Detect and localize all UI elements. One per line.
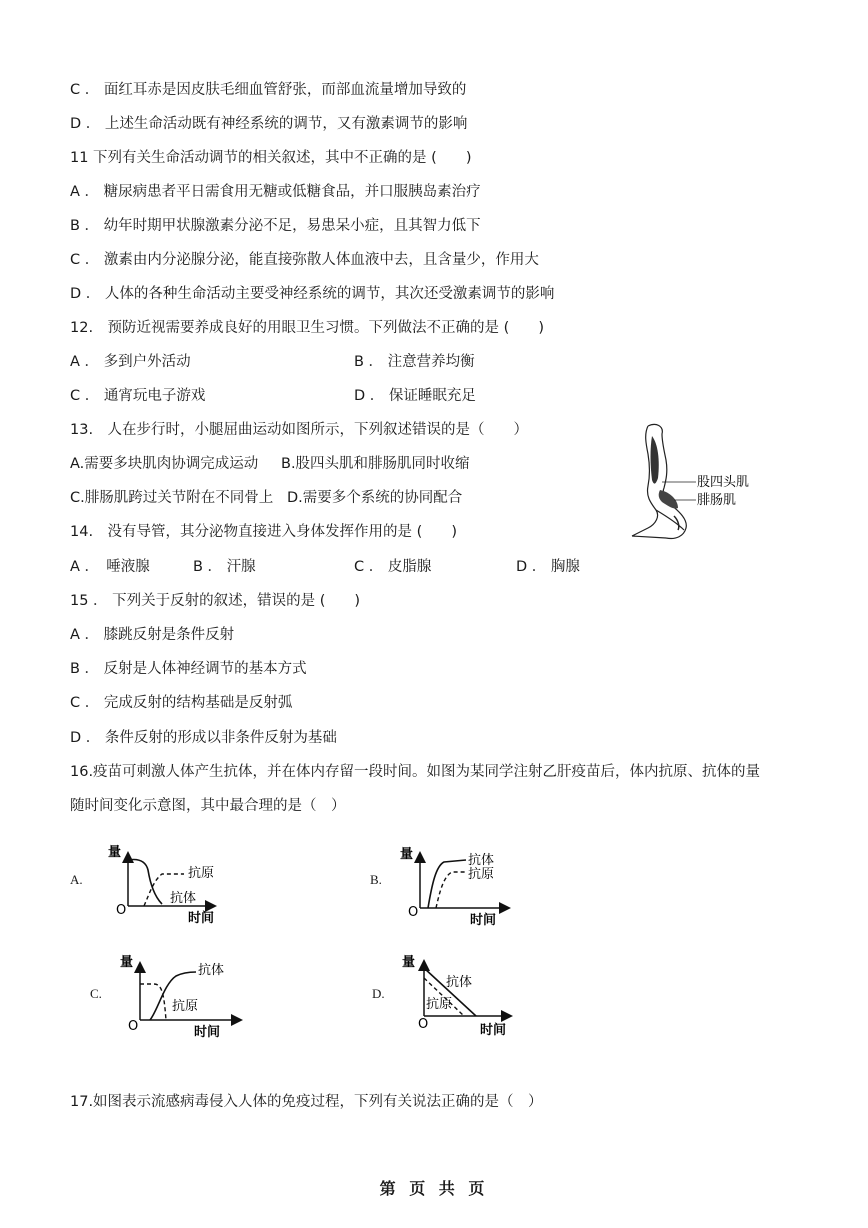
q12-stem: 12. 预防近视需要养成良好的用眼卫生习惯。下列做法不正确的是 ( ): [70, 320, 544, 336]
graph-d-origin: O: [418, 1017, 429, 1032]
q13-option-a: A.需要多块肌肉协调完成运动: [70, 456, 259, 472]
graph-a-origin: O: [116, 903, 127, 918]
quadriceps-shape: [651, 436, 659, 484]
graph-a-y-axis: 量: [108, 845, 122, 860]
q15-option-a: A ． 膝跳反射是条件反射: [70, 627, 235, 643]
q11-option-d: D ． 人体的各种生命活动主要受神经系统的调节，其次还受激素调节的影响: [70, 286, 555, 302]
graph-a: [104, 840, 234, 930]
q15-option-c: C ． 完成反射的结构基础是反射弧: [70, 695, 293, 711]
q14-option-b: B ． 汗腺: [193, 559, 256, 575]
q12-option-b: B ． 注意营养均衡: [354, 354, 475, 370]
q13-option-b: B.股四头肌和腓肠肌同时收缩: [281, 456, 470, 472]
q17-stem: 17.如图表示流感病毒侵入人体的免疫过程，下列有关说法正确的是（ ）: [70, 1094, 543, 1110]
q12-option-a: A ． 多到户外活动: [70, 354, 191, 370]
q11-stem: 11 下列有关生命活动调节的相关叙述，其中不正确的是 ( ): [70, 150, 472, 166]
graph-b: [396, 840, 526, 930]
graph-d-option-label: D.: [372, 986, 385, 1001]
q12-option-d: D ． 保证睡眠充足: [354, 388, 476, 404]
graph-d-antibody-label: 抗体: [446, 975, 473, 990]
quadriceps-label: 股四头肌: [697, 475, 750, 490]
graph-c-x-axis: 时间: [194, 1025, 221, 1040]
graph-b-y-axis: 量: [400, 847, 414, 862]
graph-c-antibody-label: 抗体: [198, 963, 225, 978]
q15-option-d: D ． 条件反射的形成以非条件反射为基础: [70, 730, 337, 746]
q14-option-c: C ． 皮脂腺: [354, 559, 432, 575]
graph-c-antigen-label: 抗原: [172, 999, 199, 1014]
q12-option-c: C ． 通宵玩电子游戏: [70, 388, 206, 404]
q15-stem: 15 ． 下列关于反射的叙述，错误的是 ( ): [70, 593, 361, 609]
q14-stem: 14. 没有导管，其分泌物直接进入身体发挥作用的是 ( ): [70, 524, 457, 540]
gastrocnemius-shape: [659, 490, 678, 509]
graph-a-antigen-curve: [128, 859, 162, 904]
q16-stem-line2: 随时间变化示意图，其中最合理的是（ ）: [70, 798, 346, 814]
graph-a-x-axis: 时间: [188, 911, 215, 926]
graph-c-option-label: C.: [90, 986, 102, 1001]
graph-a-option-label: A.: [70, 872, 83, 887]
graph-c-origin: O: [128, 1019, 139, 1034]
graph-d-x-axis: 时间: [480, 1023, 507, 1038]
q10-option-c: C ． 面红耳赤是因皮肤毛细血管舒张，而部血流量增加导致的: [70, 82, 467, 98]
graph-d-antigen-label: 抗原: [426, 997, 453, 1012]
leg-muscle-figure: [626, 420, 756, 546]
graph-b-antibody-curve: [428, 860, 466, 908]
q13-stem: 13. 人在步行时，小腿屈曲运动如图所示，下列叙述错误的是（ ）: [70, 422, 529, 438]
q13-option-c: C.腓肠肌跨过关节附在不同骨上: [70, 490, 274, 506]
graph-b-antigen-curve: [436, 872, 466, 908]
graph-b-x-axis: 时间: [470, 913, 497, 928]
q14-option-a: A ． 唾液腺: [70, 559, 150, 575]
q11-option-b: B ． 幼年时期甲状腺激素分泌不足，易患呆小症，且其智力低下: [70, 218, 481, 234]
q11-option-c: C ． 激素由内分泌腺分泌，能直接弥散人体血液中去，且含量少，作用大: [70, 252, 539, 268]
graph-d-y-axis: 量: [402, 955, 416, 970]
graph-b-origin: O: [408, 905, 419, 920]
q15-option-b: B ． 反射是人体神经调节的基本方式: [70, 661, 307, 677]
graph-d: [400, 950, 520, 1044]
graph-c-y-axis: 量: [120, 955, 134, 970]
q13-option-d: D.需要多个系统的协同配合: [287, 490, 463, 506]
graph-c: [120, 950, 260, 1044]
graph-b-antigen-label: 抗原: [468, 867, 495, 882]
gastrocnemius-label: 腓肠肌: [697, 493, 737, 508]
q11-option-a: A ． 糖尿病患者平日需食用无糖或低糖食品，并口服胰岛素治疗: [70, 184, 481, 200]
q16-stem-line1: 16.疫苗可刺激人体产生抗体，并在体内存留一段时间。如图为某同学注射乙肝疫苗后，体内抗原、抗体的量: [70, 764, 761, 780]
graph-a-antibody-label: 抗体: [170, 891, 197, 906]
page-footer: 第 页 共 页: [379, 1179, 489, 1198]
q10-option-d: D ． 上述生命活动既有神经系统的调节，又有激素调节的影响: [70, 116, 468, 132]
q14-option-d: D ． 胸腺: [516, 559, 580, 575]
graph-b-option-label: B.: [370, 872, 382, 887]
graph-a-antigen-label: 抗原: [188, 866, 215, 881]
graph-b-antibody-label: 抗体: [468, 853, 495, 868]
